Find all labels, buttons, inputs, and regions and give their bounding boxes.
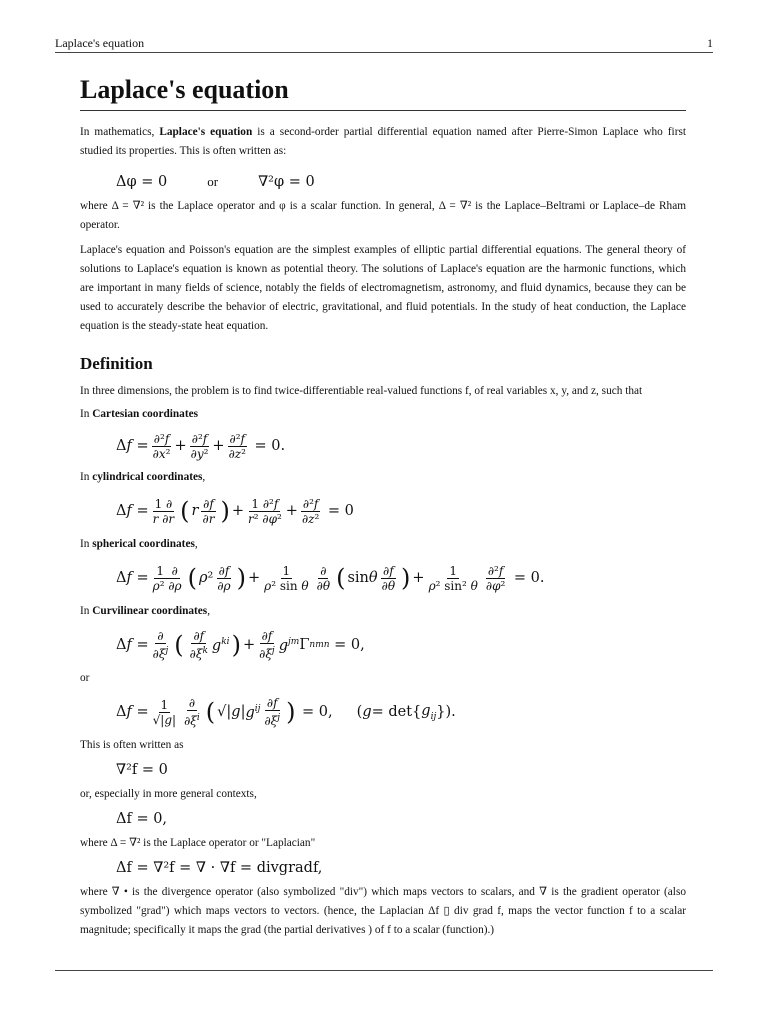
label-spherical: In spherical coordinates, (80, 538, 198, 550)
definition-paragraph: In three dimensions, the problem is to find twice-differentiable real-valued functions f, of real variables x, y, and z, such that (80, 385, 643, 397)
running-header (55, 36, 713, 51)
closing-paragraph: where ∇ • is the divergence operator (also symbolized "div") which maps vectors to scalars, and ∇ is the gradient operator (also symbolized "grad") which maps vectors to vectors. (hence, the Laplacian Δf ▯ div grad f, maps the vector function f to a scalar magnitude; specifically it maps the grad (the partial derivatives ) of f to a scalar (function).) (80, 886, 686, 936)
label-laplacian: where Δ = ∇² is the Laplace operator or "Laplacian" (80, 837, 316, 849)
equation-divgrad: Δf = ∇²f = ∇ · ∇f = divgradf, (116, 860, 323, 876)
equation-laplace-basic: Δφ = 0 or ∇²φ = 0 (116, 174, 315, 190)
equation-nabla-squared: ∇²f = 0 (116, 762, 168, 778)
footer-rule (55, 970, 713, 971)
page-title: Laplace's equation (80, 74, 686, 111)
label-cartesian: In Cartesian coordinates (80, 408, 198, 420)
intro-paragraph-1: In mathematics, Laplace's equation is a second-order partial differential equation named after Pierre-Simon Laplace who first studied its properties. This is often written as: (80, 126, 686, 157)
term-laplaces-equation: Laplace's equation (159, 126, 253, 138)
intro-paragraph-2: where Δ = ∇² is the Laplace operator and φ is a scalar function. In general, Δ = ∇² is the Laplace–Beltrami or Laplace–de Rham operator. (80, 200, 686, 231)
label-curvilinear: In Curvilinear coordinates, (80, 605, 211, 617)
label-general-contexts: or, especially in more general contexts, (80, 788, 257, 800)
label-cylindrical: In cylindrical coordinates, (80, 471, 206, 483)
page-number: 1 (707, 36, 713, 50)
running-title: Laplace's equation (55, 36, 145, 50)
equation-cartesian: Δ f = $\frac{\text{∂²f}}{\text{∂x²}}$ + $\frac{\text{∂²f}}{\text{∂y²}}$ + $\frac{\text{∂²f}}{\text{∂z²}}$ = 0. (116, 431, 286, 461)
equation-spherical: Δ f = $\frac{1 \partial}{\text{ρ² ∂ρ}}$ ( ρ ² $\frac{\partial f}{\partial\rho}$ ) + $\frac{1}{\text{ρ² sin θ}}$ $\frac{\partial}{\partial\theta}$ ( sin θ $\frac{\partial f}{\partial\theta}$ ) + $\frac{1}{\text{ρ² sin² θ}}$ $\frac{\text{∂²f}}{\text{∂φ²}}$ = 0. (116, 563, 545, 593)
label-often-written: This is often written as (80, 739, 184, 751)
equation-delta-zero: Δf = 0, (116, 811, 168, 827)
equation-curvilinear-1: Δ f = $\frac{\partial}{\partial\xi^j}$ ( $\frac{\partial f}{\partial\xi^k}$ $g^{ki}$ ) + $\frac{\partial f}{\partial\xi^j}$ $g^{jm}$ Γ n mn = 0, (116, 629, 365, 661)
intro-paragraph-3: Laplace's equation and Poisson's equation are the simplest examples of elliptic partial differential equations. The general theory of solutions to Laplace's equation is known as potential theory. The solutions of Laplace's equation are the harmonic functions, which are important in many fields of science, notably the fields of electromagnetism, astronomy, and fluid dynamics, because they can be used to accurately describe the behavior of electric, gravitational, and fluid potentials. In the study of heat conduction, the Laplace equation is the steady-state heat equation. (80, 244, 686, 332)
label-or: or (80, 672, 90, 684)
equation-cylindrical: Δ f = $\frac{1 \partial}{r \partial r}$ ( r $\frac{\partial f}{\partial r}$ ) + $\frac{\text{1 ∂²f}}{\text{r² ∂φ²}}$ + $\frac{\text{∂²f}}{\text{∂z²}}$ = 0 (116, 496, 354, 526)
header-rule (55, 52, 713, 53)
equation-curvilinear-2: Δ f = $\frac{1}{√|g|}$ $\frac{\partial}{\partial\xi^i}$ ( √| g | $g^{ij}$ $\frac{\partial f}{\partial\xi^j}$ ) = 0, ( g = det{ $g_{ij}$ }). (116, 696, 456, 728)
section-heading-definition: Definition (80, 354, 153, 373)
article-body (80, 70, 686, 940)
